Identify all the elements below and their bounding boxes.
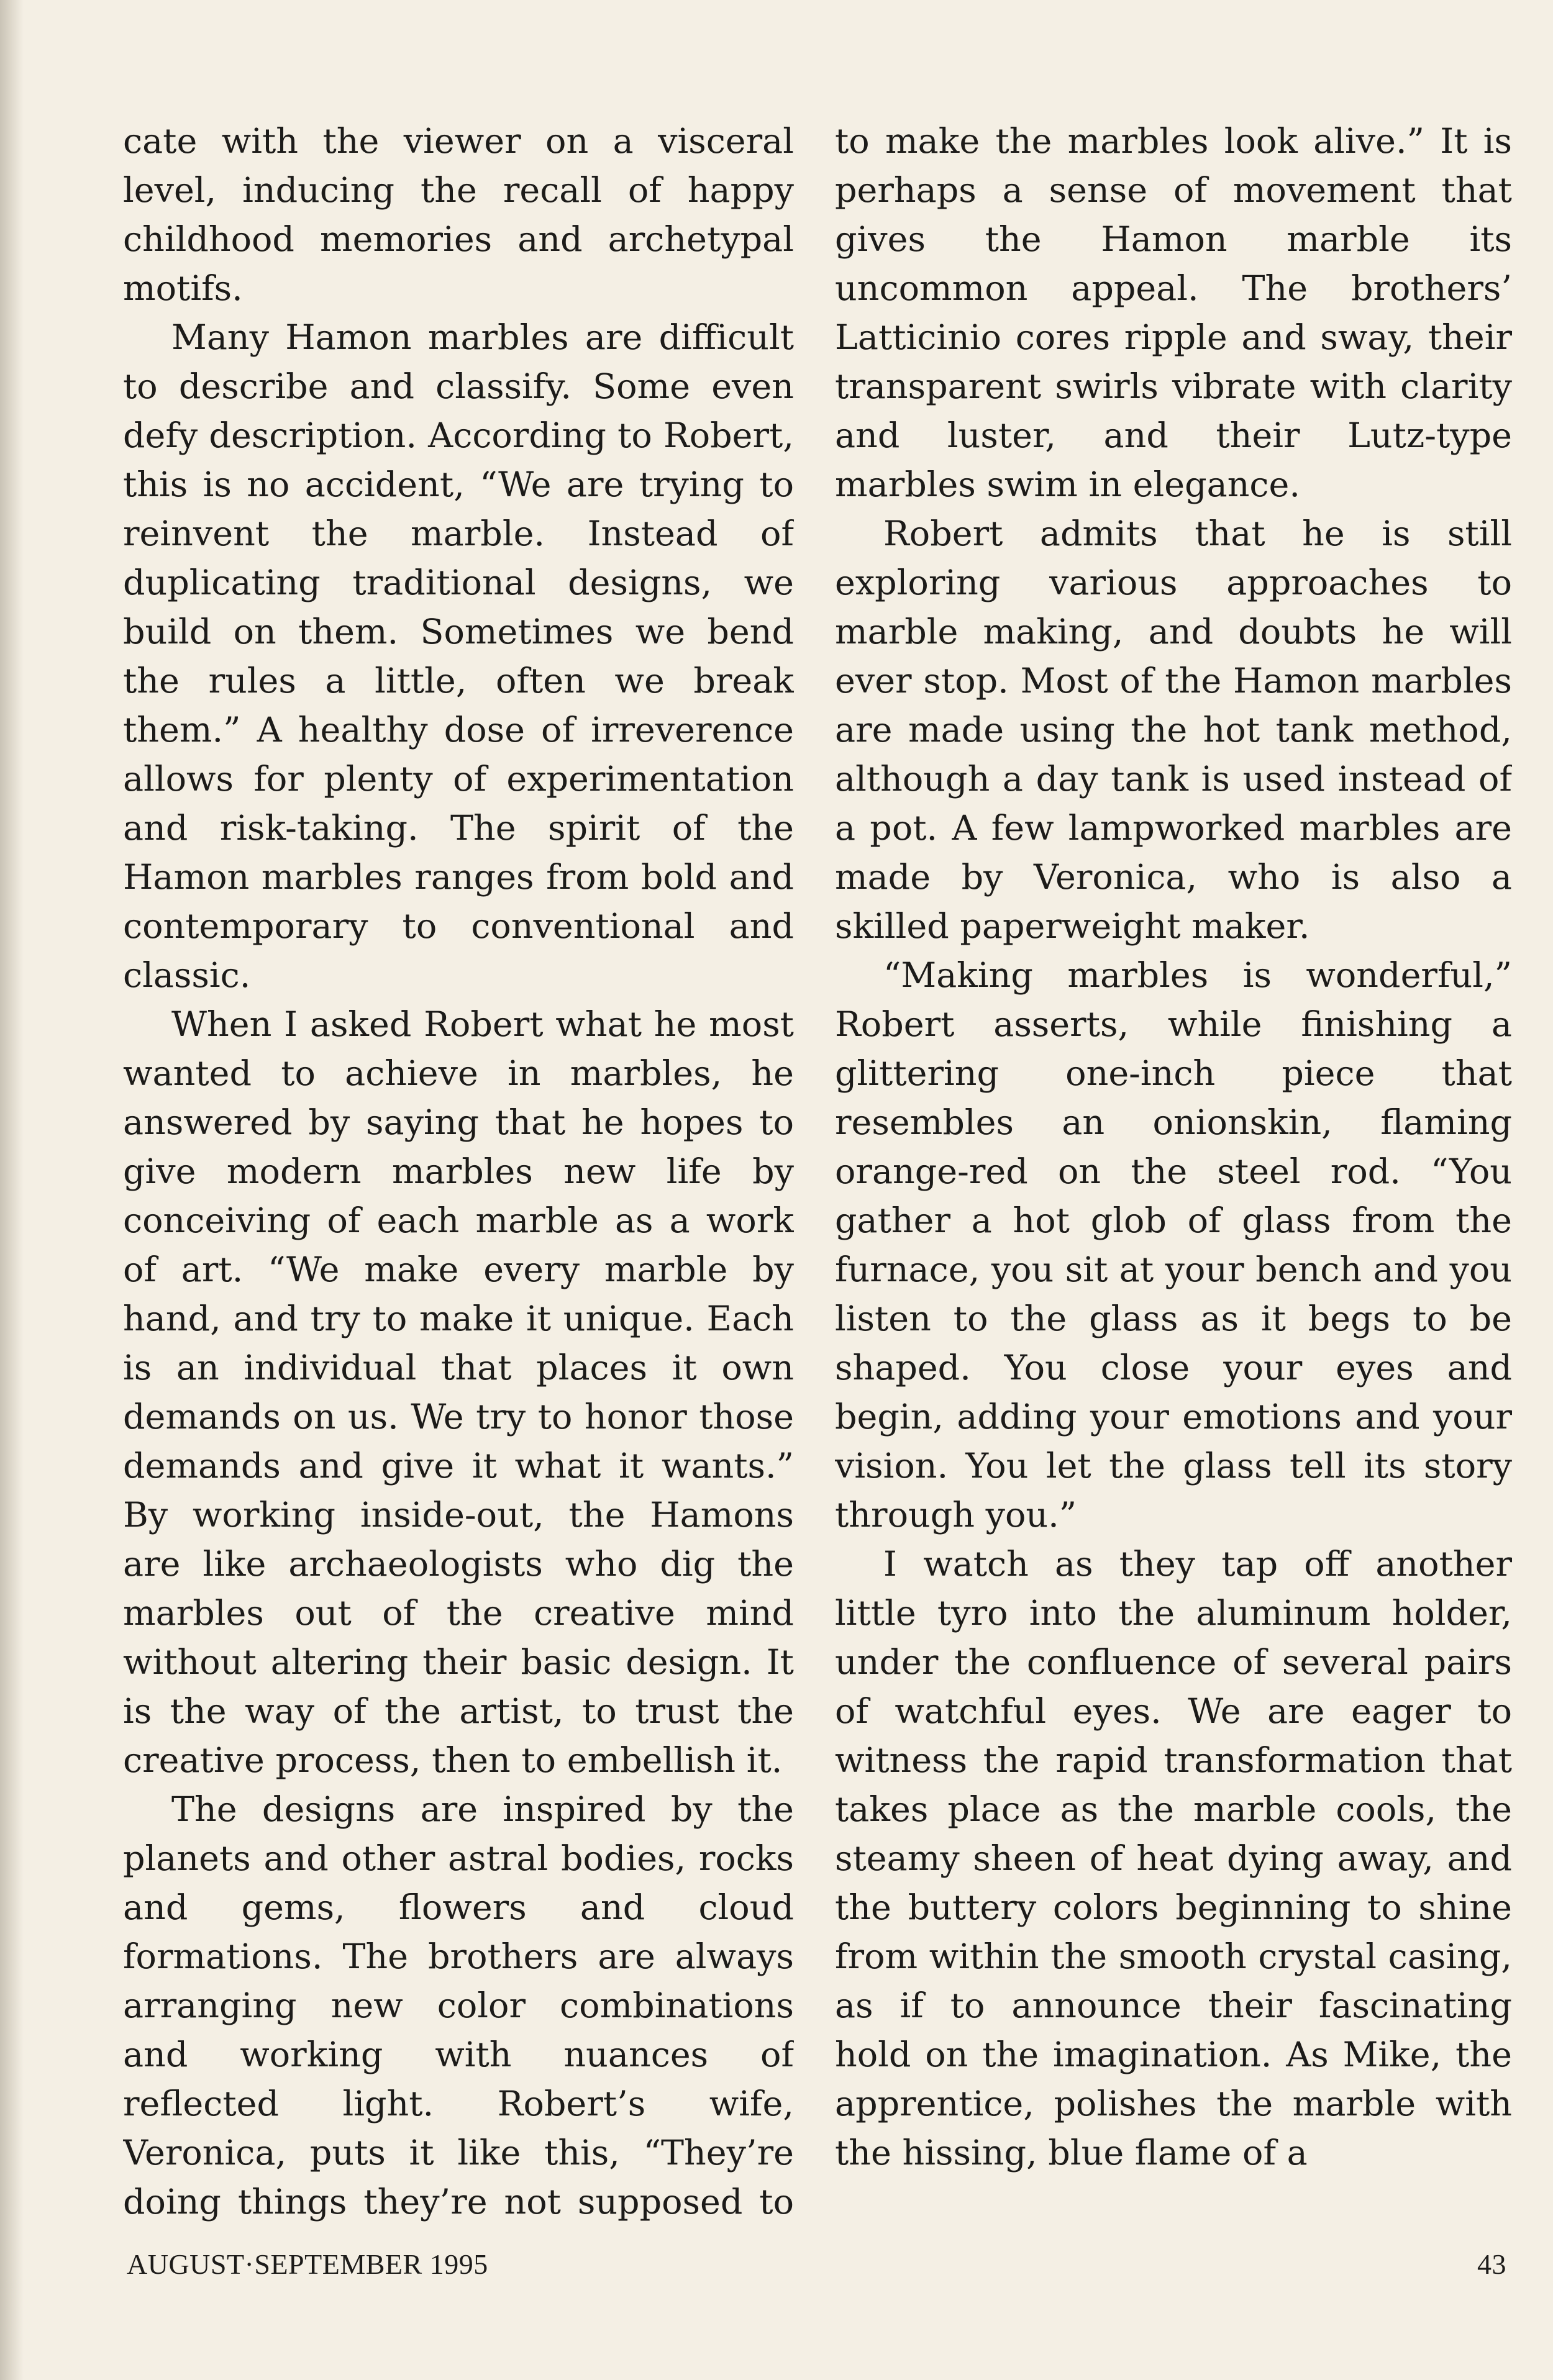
article-column-right — [835, 117, 1512, 2228]
article-paragraph: to make the marbles look alive.” It is perhaps a sense of movement that gives the Hamon marble its uncommon appeal. The brothers’ Latticinio cores ripple and sway, their transparent swirls vibrate with clarity and luster, and their Lutz-type marbles swim in elegance. — [835, 121, 1512, 505]
article-paragraph: When I asked Robert what he most wanted to achieve in marbles, he answered by saying that he hopes to give modern marbles new life by conceiving of each marble as a work of art. “We make every marble by hand, and try to make it unique. Each is an individual that places it own demands on us. We try to honor those demands and give it what it wants.” By working inside-out, the Hamons are like archaeologists who dig the marbles out of the creative mind without altering their basic design. It is the way of the artist, to trust the creative process, then to embellish it. — [123, 1004, 794, 1781]
article-column-left — [123, 117, 794, 2228]
article-paragraph: I watch as they tap off another little tyro into the aluminum holder, under the confluence of several pairs of watchful eyes. We are eager to witness the rapid transformation that takes place as the marble cools, the steamy sheen of heat dying away, and the buttery colors beginning to shine from within the smooth crystal casing, as if to announce their fascinating hold on the imagination. As Mike, the apprentice, polishes the marble with the hissing, blue flame of a — [835, 1544, 1512, 2173]
article-paragraph: “Making marbles is wonderful,” Robert asserts, while finishing a glittering one-inch piece that resembles an onionskin, flaming orange-red on the steel rod. “You gather a hot glob of glass from the furnace, you sit at your bench and you listen to the glass as it begs to be shaped. You close your eyes and begin, adding your emotions and your vision. You let the glass tell its story through you.” — [835, 955, 1512, 1535]
page-binding-shadow — [0, 0, 24, 2380]
footer-issue-date: AUGUST·SEPTEMBER 1995 — [127, 2248, 488, 2280]
article-paragraph: Many Hamon marbles are difficult to describe and classify. Some even defy description. According to Robert, this is no accident, “We are trying to reinvent the marble. Instead of duplicating traditional designs, we build on them. Sometimes we bend the rules a little, often we break them.” A healthy dose of irreverence allows for plenty of experimentation and risk-taking. The spirit of the Hamon marbles ranges from bold and contemporary to conventional and classic. — [123, 317, 794, 996]
article-paragraph: The designs are inspired by the planets and other astral bodies, rocks and gems, flowers and cloud formations. The brothers are always arranging new color combinations and working with nuances of reflected light. Robert’s wife, Veronica, puts it like this, “They’re doing things they’re not supposed to — [123, 1789, 794, 2222]
article-paragraph: cate with the viewer on a visceral level, inducing the recall of happy childhood memories and archetypal motifs. — [123, 121, 794, 309]
article-paragraph: Robert admits that he is still exploring various approaches to marble making, and doubts he will ever stop. Most of the Hamon marbles are made using the hot tank method, although a day tank is used instead of a pot. A few lampworked marbles are made by Veronica, who is also a skilled paperweight maker. — [835, 514, 1512, 947]
footer-page-number: 43 — [1477, 2248, 1506, 2280]
